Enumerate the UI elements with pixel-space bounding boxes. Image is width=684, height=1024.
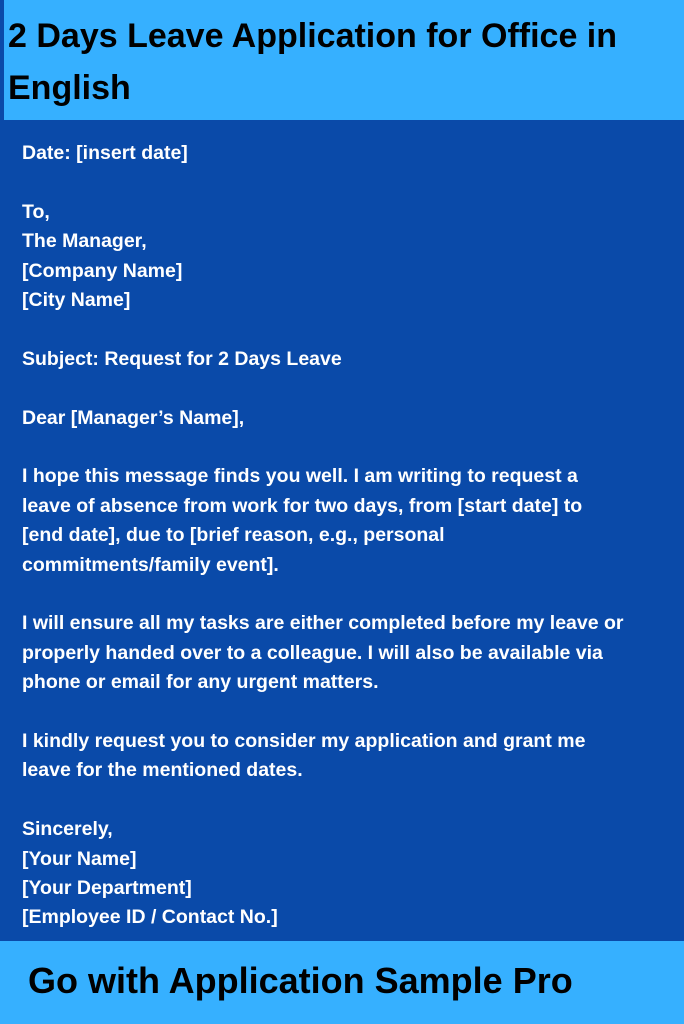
paragraph-line: commitments/family event]. — [22, 553, 279, 576]
footer-banner — [0, 941, 684, 1024]
date-line: Date: [insert date] — [22, 142, 188, 164]
date-block — [22, 139, 672, 168]
recipient-line: [City Name] — [22, 289, 131, 312]
salutation-block — [22, 404, 672, 433]
paragraph-handover — [22, 609, 672, 697]
signature-block — [22, 815, 672, 933]
paragraph-line: leave of absence from work for two days, from [start date] to — [22, 494, 583, 517]
salutation-line: Dear [Manager’s Name], — [22, 406, 245, 429]
letter-body — [22, 139, 672, 933]
footer-text: Go with Application Sample Pro — [28, 960, 573, 1001]
subject-line: Subject: Request for 2 Days Leave — [22, 347, 342, 370]
paragraph-line: phone or email for any urgent matters. — [22, 671, 379, 694]
paragraph-line: leave for the mentioned dates. — [22, 759, 303, 782]
recipient-line: [Company Name] — [22, 259, 183, 282]
paragraph-line: [end date], due to [brief reason, e.g., personal — [22, 524, 445, 547]
letter-panel — [0, 121, 684, 941]
signature-line: [Employee ID / Contact No.] — [22, 906, 278, 929]
recipient-line: The Manager, — [22, 230, 147, 253]
paragraph-request — [22, 462, 672, 580]
paragraph-closing-request — [22, 727, 672, 786]
paragraph-line: I hope this message finds you well. I am writing to request a — [22, 465, 578, 488]
recipient-line: To, — [22, 200, 50, 223]
paragraph-line: I kindly request you to consider my application and grant me — [22, 730, 586, 753]
paragraph-line: properly handed over to a colleague. I will also be available via — [22, 641, 603, 664]
page-title: 2 Days Leave Application for Office in English — [8, 17, 618, 107]
signature-line: [Your Name] — [22, 847, 137, 870]
subject-block — [22, 345, 672, 374]
recipient-block — [22, 198, 672, 316]
paragraph-line: I will ensure all my tasks are either completed before my leave or — [22, 612, 624, 635]
signature-line: [Your Department] — [22, 877, 192, 900]
title-banner — [0, 0, 684, 120]
signature-line: Sincerely, — [22, 818, 113, 841]
